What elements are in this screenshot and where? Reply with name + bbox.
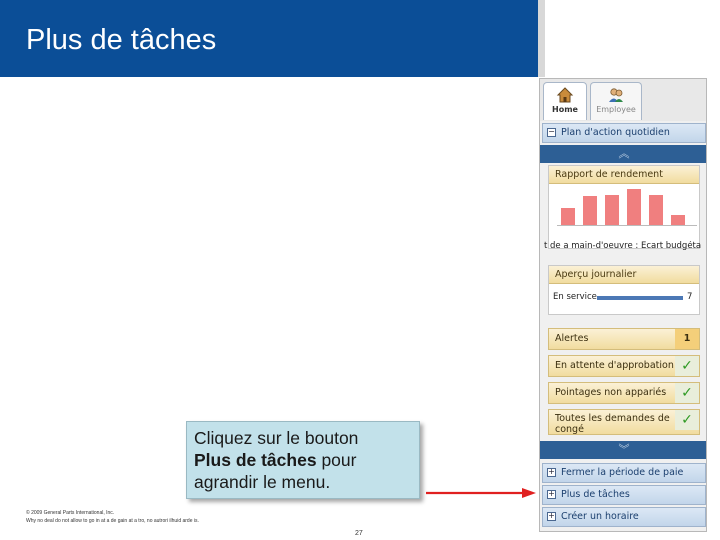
- expand-icon: +: [548, 467, 555, 476]
- copyright-line-1: © 2009 General Parts International, Inc.: [26, 510, 115, 516]
- tab-strip: [540, 79, 707, 121]
- expand-icon: +: [548, 489, 555, 498]
- more-tasks-label: Plus de tâches: [561, 489, 630, 500]
- tab-employee[interactable]: [590, 82, 642, 120]
- check-icon: ✓: [675, 356, 699, 376]
- double-chevron-up-icon: ︽: [618, 147, 630, 160]
- journal-row: [553, 292, 699, 302]
- performance-report-title: Rapport de rendement: [549, 166, 699, 184]
- slide-title: Plus de tâches: [26, 24, 217, 56]
- double-chevron-down-icon: ︾: [618, 443, 630, 456]
- performance-bar: [627, 189, 641, 225]
- close-pay-period-label: Fermer la période de paie: [561, 467, 684, 478]
- pending-approval-item[interactable]: [548, 355, 700, 377]
- close-pay-period-header[interactable]: [542, 463, 706, 483]
- daily-plan-label: Plan d'action quotidien: [561, 127, 670, 138]
- slide-title-bar: [0, 0, 538, 77]
- pending-approval-label: En attente d'approbation: [555, 360, 674, 371]
- instruction-callout: [186, 421, 420, 499]
- copyright-notice: [26, 509, 199, 525]
- title-bar-edge: [538, 0, 545, 77]
- callout-rest: pour agrandir le menu.: [194, 450, 357, 492]
- callout-emphasis: Plus de tâches: [194, 450, 317, 470]
- tab-home[interactable]: [543, 82, 587, 120]
- alerts-label: Alertes: [555, 333, 589, 344]
- alerts-item[interactable]: [548, 328, 700, 350]
- performance-report-card: [548, 165, 700, 249]
- performance-bar: [671, 215, 685, 225]
- check-icon: ✓: [675, 383, 699, 403]
- page-number: 27: [355, 530, 363, 537]
- journal-overview-card: [548, 265, 700, 315]
- scroll-down-button[interactable]: [540, 441, 707, 459]
- journal-row-label: En service: [553, 292, 597, 302]
- home-icon: [556, 86, 574, 104]
- copyright-line-2: Why no deal do not allow to go in at a de gain at a tro, no autrori ilhuid arde is.: [26, 518, 199, 524]
- performance-bar: [605, 195, 619, 225]
- scroll-up-button[interactable]: [540, 145, 707, 163]
- performance-chart: [557, 188, 697, 226]
- pointer-arrow: [426, 486, 536, 500]
- callout-intro: Cliquez sur le bouton: [194, 428, 359, 448]
- daily-plan-header[interactable]: [542, 123, 706, 143]
- app-panel: [539, 78, 707, 532]
- leave-requests-item[interactable]: [548, 409, 700, 435]
- expand-icon: +: [548, 511, 555, 520]
- unmatched-punches-item[interactable]: [548, 382, 700, 404]
- journal-overview-title: Aperçu journalier: [549, 266, 699, 284]
- collapse-icon: −: [548, 127, 555, 136]
- performance-caption: t de a main-d'oeuvre : Écart budgéta: [544, 241, 702, 251]
- alerts-count-badge: 1: [675, 329, 699, 349]
- performance-bar: [649, 195, 663, 225]
- tab-home-label: Home: [552, 105, 578, 114]
- check-icon: ✓: [675, 410, 699, 430]
- performance-bar: [583, 196, 597, 225]
- more-tasks-header[interactable]: [542, 485, 706, 505]
- journal-row-value: 7: [687, 292, 693, 302]
- journal-row-bar: [597, 296, 683, 300]
- create-schedule-header[interactable]: [542, 507, 706, 527]
- employee-icon: [607, 86, 625, 104]
- performance-bar: [561, 208, 575, 225]
- unmatched-punches-label: Pointages non appariés: [555, 387, 667, 398]
- leave-requests-label: Toutes les demandes de congé: [555, 413, 670, 435]
- tab-employee-label: Employee: [596, 105, 636, 114]
- create-schedule-label: Créer un horaire: [561, 511, 639, 522]
